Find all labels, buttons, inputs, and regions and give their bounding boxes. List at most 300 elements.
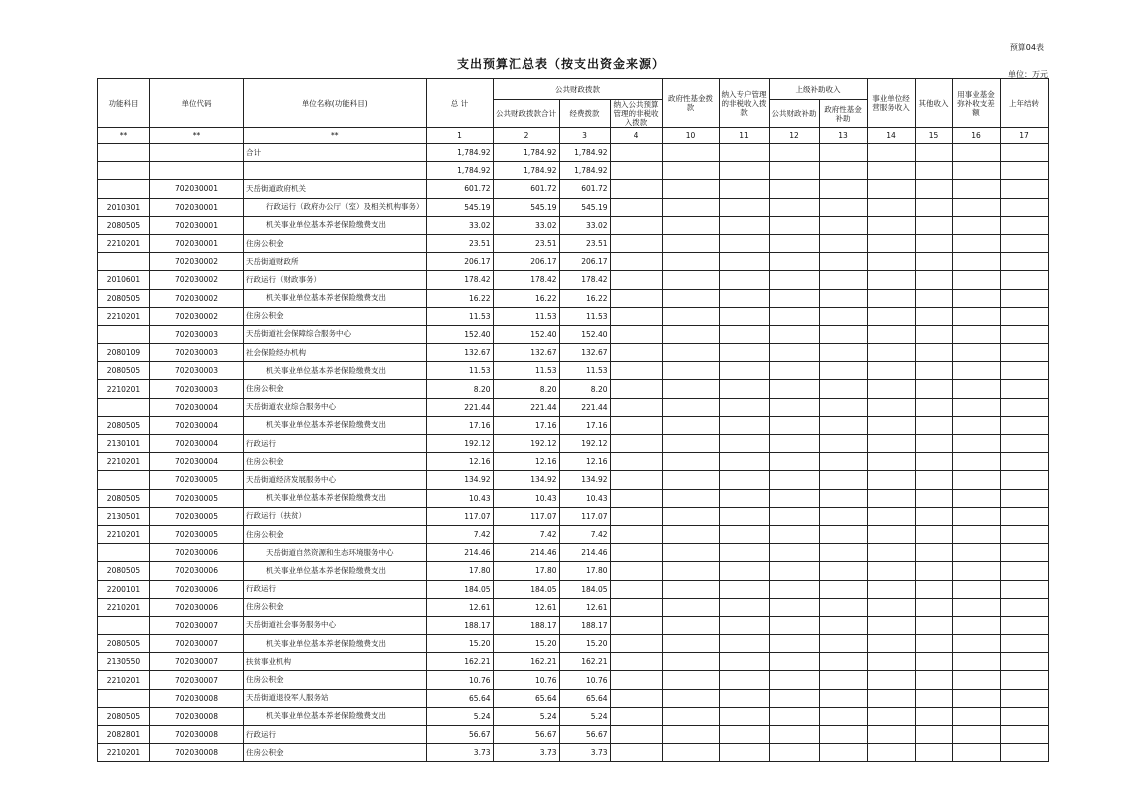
total-cell: 12.16 (426, 453, 493, 471)
empty-cell (662, 234, 719, 252)
unit-code-cell (150, 162, 244, 180)
func-code-cell: 2210201 (98, 744, 150, 762)
empty-cell (915, 616, 952, 634)
total-cell: 10.76 (426, 671, 493, 689)
empty-cell (610, 325, 662, 343)
unit-code-cell: 702030005 (150, 489, 244, 507)
empty-cell (952, 180, 1000, 198)
pf-funds-cell: 16.22 (559, 289, 610, 307)
empty-cell (819, 471, 867, 489)
total-cell: 221.44 (426, 398, 493, 416)
empty-cell (1000, 453, 1048, 471)
pf-funds-cell: 192.12 (559, 435, 610, 453)
unit-code-cell: 702030005 (150, 525, 244, 543)
table-row (98, 380, 1049, 398)
unit-code-cell: 702030006 (150, 562, 244, 580)
empty-cell (867, 453, 915, 471)
empty-cell (769, 271, 819, 289)
total-cell: 188.17 (426, 616, 493, 634)
pf-total-cell: 178.42 (493, 271, 559, 289)
empty-cell (719, 507, 769, 525)
empty-cell (867, 234, 915, 252)
empty-cell (769, 180, 819, 198)
empty-cell (769, 726, 819, 744)
total-cell: 65.64 (426, 689, 493, 707)
empty-cell (662, 144, 719, 162)
empty-cell (819, 544, 867, 562)
pf-total-cell: 1,784.92 (493, 144, 559, 162)
empty-cell (719, 198, 769, 216)
empty-cell (952, 689, 1000, 707)
func-code-cell: 2210201 (98, 234, 150, 252)
empty-cell (662, 362, 719, 380)
index-cell: 4 (610, 128, 662, 144)
func-code-cell: 2210201 (98, 380, 150, 398)
empty-cell (915, 198, 952, 216)
empty-cell (915, 726, 952, 744)
pf-total-cell: 1,784.92 (493, 162, 559, 180)
table-row (98, 180, 1049, 198)
unit-name-cell: 机关事业单位基本养老保险缴费支出 (244, 635, 427, 653)
empty-cell (610, 162, 662, 180)
table-body (98, 144, 1049, 762)
unit-code-cell: 702030007 (150, 635, 244, 653)
pf-funds-cell: 601.72 (559, 180, 610, 198)
func-code-cell: 2080505 (98, 289, 150, 307)
unit-name-cell: 机关事业单位基本养老保险缴费支出 (244, 216, 427, 234)
empty-cell (952, 580, 1000, 598)
empty-cell (769, 580, 819, 598)
unit-name-cell: 机关事业单位基本养老保险缴费支出 (244, 707, 427, 725)
empty-cell (952, 471, 1000, 489)
unit-code-cell: 702030007 (150, 671, 244, 689)
table-row (98, 562, 1049, 580)
empty-cell (867, 398, 915, 416)
func-code-cell: 2080505 (98, 416, 150, 434)
index-cell: 12 (769, 128, 819, 144)
empty-cell (610, 453, 662, 471)
empty-cell (610, 289, 662, 307)
empty-cell (952, 362, 1000, 380)
total-cell: 3.73 (426, 744, 493, 762)
empty-cell (952, 635, 1000, 653)
empty-cell (867, 416, 915, 434)
table-row (98, 234, 1049, 252)
empty-cell (819, 598, 867, 616)
func-code-cell (98, 471, 150, 489)
unit-name-cell: 住房公积金 (244, 234, 427, 252)
unit-name-cell: 天岳街道社会事务服务中心 (244, 616, 427, 634)
empty-cell (769, 616, 819, 634)
empty-cell (952, 507, 1000, 525)
empty-cell (952, 398, 1000, 416)
unit-code-cell: 702030008 (150, 744, 244, 762)
pf-funds-cell: 214.46 (559, 544, 610, 562)
index-cell: ** (98, 128, 150, 144)
empty-cell (952, 289, 1000, 307)
empty-cell (662, 198, 719, 216)
empty-cell (610, 271, 662, 289)
empty-cell (719, 380, 769, 398)
empty-cell (819, 416, 867, 434)
empty-cell (952, 598, 1000, 616)
empty-cell (819, 435, 867, 453)
pf-total-cell: 117.07 (493, 507, 559, 525)
unit-code-cell: 702030007 (150, 616, 244, 634)
empty-cell (819, 635, 867, 653)
empty-cell (662, 307, 719, 325)
pf-total-cell: 17.16 (493, 416, 559, 434)
func-code-cell: 2080505 (98, 362, 150, 380)
pf-total-cell: 8.20 (493, 380, 559, 398)
empty-cell (769, 525, 819, 543)
header-upper-gov: 政府性基金补助 (819, 100, 867, 128)
func-code-cell: 2200101 (98, 580, 150, 598)
pf-total-cell: 17.80 (493, 562, 559, 580)
pf-funds-cell: 545.19 (559, 198, 610, 216)
index-cell: 16 (952, 128, 1000, 144)
empty-cell (915, 653, 952, 671)
empty-cell (769, 435, 819, 453)
empty-cell (719, 435, 769, 453)
table-row (98, 580, 1049, 598)
empty-cell (1000, 616, 1048, 634)
empty-cell (719, 489, 769, 507)
empty-cell (610, 180, 662, 198)
pf-funds-cell: 7.42 (559, 525, 610, 543)
pf-total-cell: 12.16 (493, 453, 559, 471)
empty-cell (819, 653, 867, 671)
pf-total-cell: 184.05 (493, 580, 559, 598)
empty-cell (719, 453, 769, 471)
empty-cell (769, 344, 819, 362)
table-row (98, 453, 1049, 471)
empty-cell (819, 671, 867, 689)
empty-cell (719, 689, 769, 707)
empty-cell (819, 162, 867, 180)
empty-cell (952, 453, 1000, 471)
func-code-cell: 2080505 (98, 635, 150, 653)
empty-cell (610, 234, 662, 252)
func-code-cell (98, 398, 150, 416)
empty-cell (1000, 707, 1048, 725)
unit-code-cell: 702030004 (150, 435, 244, 453)
empty-cell (819, 216, 867, 234)
empty-cell (819, 234, 867, 252)
empty-cell (1000, 671, 1048, 689)
table-row (98, 162, 1049, 180)
empty-cell (610, 580, 662, 598)
pf-total-cell: 11.53 (493, 307, 559, 325)
empty-cell (662, 580, 719, 598)
pf-funds-cell: 56.67 (559, 726, 610, 744)
empty-cell (719, 744, 769, 762)
unit-name-cell: 合计 (244, 144, 427, 162)
total-cell: 11.53 (426, 362, 493, 380)
pf-total-cell: 23.51 (493, 234, 559, 252)
index-cell: 11 (719, 128, 769, 144)
header-fiscal-special: 纳入专户管理的非税收入拨款 (719, 79, 769, 128)
unit-name-cell: 住房公积金 (244, 380, 427, 398)
empty-cell (1000, 635, 1048, 653)
empty-cell (819, 362, 867, 380)
empty-cell (952, 344, 1000, 362)
table-row (98, 216, 1049, 234)
empty-cell (952, 198, 1000, 216)
empty-cell (719, 271, 769, 289)
empty-cell (867, 507, 915, 525)
empty-cell (915, 144, 952, 162)
pf-total-cell: 7.42 (493, 525, 559, 543)
empty-cell (952, 562, 1000, 580)
unit-code-cell: 702030006 (150, 580, 244, 598)
empty-cell (915, 562, 952, 580)
empty-cell (719, 216, 769, 234)
empty-cell (610, 471, 662, 489)
empty-cell (610, 253, 662, 271)
empty-cell (662, 707, 719, 725)
pf-total-cell: 188.17 (493, 616, 559, 634)
index-cell: 15 (915, 128, 952, 144)
func-code-cell: 2080505 (98, 216, 150, 234)
pf-funds-cell: 10.43 (559, 489, 610, 507)
empty-cell (952, 416, 1000, 434)
empty-cell (610, 362, 662, 380)
empty-cell (662, 471, 719, 489)
empty-cell (662, 598, 719, 616)
unit-name-cell: 住房公积金 (244, 744, 427, 762)
empty-cell (1000, 398, 1048, 416)
empty-cell (662, 507, 719, 525)
header-row-1 (98, 79, 1049, 100)
table-row (98, 653, 1049, 671)
index-cell: 10 (662, 128, 719, 144)
empty-cell (610, 380, 662, 398)
empty-cell (867, 489, 915, 507)
empty-cell (662, 253, 719, 271)
empty-cell (952, 325, 1000, 343)
empty-cell (867, 726, 915, 744)
empty-cell (1000, 471, 1048, 489)
pf-total-cell: 601.72 (493, 180, 559, 198)
empty-cell (867, 216, 915, 234)
unit-code-cell: 702030002 (150, 307, 244, 325)
empty-cell (1000, 216, 1048, 234)
total-cell: 1,784.92 (426, 144, 493, 162)
empty-cell (867, 689, 915, 707)
empty-cell (867, 435, 915, 453)
pf-funds-cell: 117.07 (559, 507, 610, 525)
empty-cell (610, 344, 662, 362)
pf-total-cell: 192.12 (493, 435, 559, 453)
unit-name-cell: 社会保险经办机构 (244, 344, 427, 362)
table-row (98, 489, 1049, 507)
table-row (98, 471, 1049, 489)
table-row (98, 253, 1049, 271)
empty-cell (769, 234, 819, 252)
total-cell: 15.20 (426, 635, 493, 653)
empty-cell (867, 562, 915, 580)
unit-name-cell: 天岳街道社会保障综合服务中心 (244, 325, 427, 343)
func-code-cell: 2080505 (98, 707, 150, 725)
unit-code-cell: 702030002 (150, 253, 244, 271)
empty-cell (867, 144, 915, 162)
empty-cell (610, 507, 662, 525)
empty-cell (662, 525, 719, 543)
table-row (98, 144, 1049, 162)
empty-cell (1000, 271, 1048, 289)
table-row (98, 726, 1049, 744)
empty-cell (952, 253, 1000, 271)
empty-cell (610, 525, 662, 543)
unit-code-cell: 702030004 (150, 398, 244, 416)
pf-funds-cell: 11.53 (559, 307, 610, 325)
empty-cell (662, 616, 719, 634)
table-row (98, 198, 1049, 216)
empty-cell (915, 216, 952, 234)
header-unit-code: 单位代码 (150, 79, 244, 128)
unit-name-cell: 行政运行 (244, 726, 427, 744)
func-code-cell (98, 544, 150, 562)
unit-code-cell: 702030005 (150, 471, 244, 489)
index-cell: 13 (819, 128, 867, 144)
empty-cell (769, 544, 819, 562)
total-cell: 8.20 (426, 380, 493, 398)
pf-funds-cell: 17.80 (559, 562, 610, 580)
total-cell: 192.12 (426, 435, 493, 453)
empty-cell (1000, 416, 1048, 434)
empty-cell (819, 380, 867, 398)
empty-cell (819, 289, 867, 307)
empty-cell (952, 744, 1000, 762)
index-cell: ** (244, 128, 427, 144)
empty-cell (915, 671, 952, 689)
empty-cell (662, 416, 719, 434)
empty-cell (719, 562, 769, 580)
header-business-income: 事业单位经营服务收入 (867, 79, 915, 128)
pf-funds-cell: 221.44 (559, 398, 610, 416)
unit-code-cell: 702030001 (150, 234, 244, 252)
empty-cell (662, 726, 719, 744)
empty-cell (719, 598, 769, 616)
unit-code-cell: 702030004 (150, 416, 244, 434)
empty-cell (1000, 598, 1048, 616)
header-fund-balance: 用事业基金弥补收支差额 (952, 79, 1000, 128)
unit-code-cell: 702030001 (150, 216, 244, 234)
empty-cell (719, 144, 769, 162)
unit-code-cell: 702030002 (150, 271, 244, 289)
total-cell: 17.80 (426, 562, 493, 580)
empty-cell (952, 144, 1000, 162)
empty-cell (769, 144, 819, 162)
empty-cell (1000, 253, 1048, 271)
table-row (98, 598, 1049, 616)
empty-cell (819, 580, 867, 598)
pf-funds-cell: 1,784.92 (559, 144, 610, 162)
empty-cell (915, 289, 952, 307)
index-cell: 2 (493, 128, 559, 144)
empty-cell (819, 453, 867, 471)
index-cell: 17 (1000, 128, 1048, 144)
empty-cell (952, 726, 1000, 744)
table-row (98, 325, 1049, 343)
empty-cell (610, 598, 662, 616)
empty-cell (1000, 489, 1048, 507)
func-code-cell: 2010301 (98, 198, 150, 216)
empty-cell (867, 362, 915, 380)
empty-cell (610, 689, 662, 707)
unit-name-cell (244, 162, 427, 180)
pf-total-cell: 132.67 (493, 344, 559, 362)
empty-cell (719, 580, 769, 598)
empty-cell (769, 598, 819, 616)
pf-total-cell: 15.20 (493, 635, 559, 653)
table-row (98, 307, 1049, 325)
unit-code-cell: 702030003 (150, 344, 244, 362)
empty-cell (769, 216, 819, 234)
empty-cell (719, 653, 769, 671)
empty-cell (1000, 525, 1048, 543)
empty-cell (662, 180, 719, 198)
unit-name-cell: 住房公积金 (244, 598, 427, 616)
empty-cell (915, 580, 952, 598)
empty-cell (819, 398, 867, 416)
pf-funds-cell: 11.53 (559, 362, 610, 380)
empty-cell (915, 598, 952, 616)
index-cell: 3 (559, 128, 610, 144)
func-code-cell: 2130501 (98, 507, 150, 525)
empty-cell (1000, 380, 1048, 398)
table-row (98, 525, 1049, 543)
unit-code-cell: 702030003 (150, 362, 244, 380)
unit-code-cell: 702030005 (150, 507, 244, 525)
empty-cell (662, 689, 719, 707)
empty-cell (867, 162, 915, 180)
empty-cell (1000, 653, 1048, 671)
empty-cell (662, 635, 719, 653)
func-code-cell: 2210201 (98, 598, 150, 616)
pf-total-cell: 5.24 (493, 707, 559, 725)
table-row (98, 744, 1049, 762)
empty-cell (719, 544, 769, 562)
index-cell: ** (150, 128, 244, 144)
unit-code-cell: 702030007 (150, 653, 244, 671)
empty-cell (1000, 562, 1048, 580)
empty-cell (952, 525, 1000, 543)
empty-cell (719, 234, 769, 252)
unit-code-cell: 702030008 (150, 707, 244, 725)
func-code-cell: 2080505 (98, 562, 150, 580)
table-row (98, 671, 1049, 689)
empty-cell (867, 525, 915, 543)
empty-cell (719, 344, 769, 362)
empty-cell (819, 744, 867, 762)
empty-cell (769, 162, 819, 180)
empty-cell (769, 689, 819, 707)
unit-code-cell: 702030008 (150, 689, 244, 707)
empty-cell (662, 289, 719, 307)
header-unit-name: 单位名称(功能科目) (244, 79, 427, 128)
index-cell: 14 (867, 128, 915, 144)
empty-cell (719, 726, 769, 744)
empty-cell (819, 344, 867, 362)
empty-cell (662, 344, 719, 362)
empty-cell (867, 380, 915, 398)
total-cell: 7.42 (426, 525, 493, 543)
empty-cell (915, 271, 952, 289)
empty-cell (662, 653, 719, 671)
empty-cell (952, 162, 1000, 180)
